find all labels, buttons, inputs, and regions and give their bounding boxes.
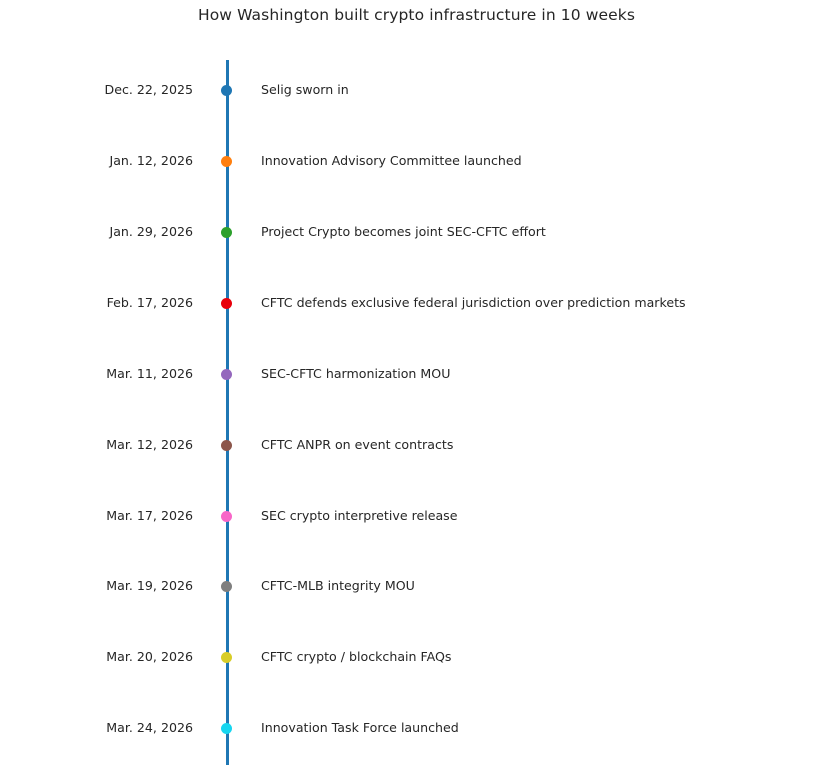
event-label: Selig sworn in [261,82,349,97]
event-label: CFTC ANPR on event contracts [261,437,454,452]
event-date: Jan. 29, 2026 [109,224,193,239]
event-date: Mar. 11, 2026 [106,366,193,381]
event-date: Jan. 12, 2026 [109,153,193,168]
event-marker-dot [221,723,232,734]
timeline-event [0,220,833,244]
event-date: Mar. 19, 2026 [106,578,193,593]
event-label: SEC-CFTC harmonization MOU [261,366,451,381]
event-marker-dot [221,85,232,96]
event-label: Innovation Advisory Committee launched [261,153,522,168]
timeline-event [0,291,833,315]
event-label: Project Crypto becomes joint SEC-CFTC effort [261,224,546,239]
event-marker-dot [221,227,232,238]
event-marker-dot [221,511,232,522]
event-marker-dot [221,581,232,592]
event-marker-dot [221,369,232,380]
event-label: SEC crypto interpretive release [261,508,458,523]
event-date: Mar. 12, 2026 [106,437,193,452]
page-title: How Washington built crypto infrastructure in 10 weeks [197,6,636,24]
timeline-event [0,433,833,457]
event-marker-dot [221,298,232,309]
timeline-event [0,78,833,102]
timeline-event [0,149,833,173]
event-marker-dot [221,652,232,663]
event-marker-dot [221,156,232,167]
event-label: CFTC-MLB integrity MOU [261,578,415,593]
timeline-event [0,504,833,528]
event-date: Feb. 17, 2026 [106,295,193,310]
event-date: Dec. 22, 2025 [104,82,193,97]
event-marker-dot [221,440,232,451]
timeline-event [0,645,833,669]
event-date: Mar. 17, 2026 [106,508,193,523]
event-label: Innovation Task Force launched [261,720,459,735]
event-label: CFTC defends exclusive federal jurisdiction over prediction markets [261,295,686,310]
timeline-event [0,574,833,598]
timeline-event [0,716,833,740]
event-date: Mar. 20, 2026 [106,649,193,664]
timeline-event [0,362,833,386]
event-label: CFTC crypto / blockchain FAQs [261,649,452,664]
event-date: Mar. 24, 2026 [106,720,193,735]
